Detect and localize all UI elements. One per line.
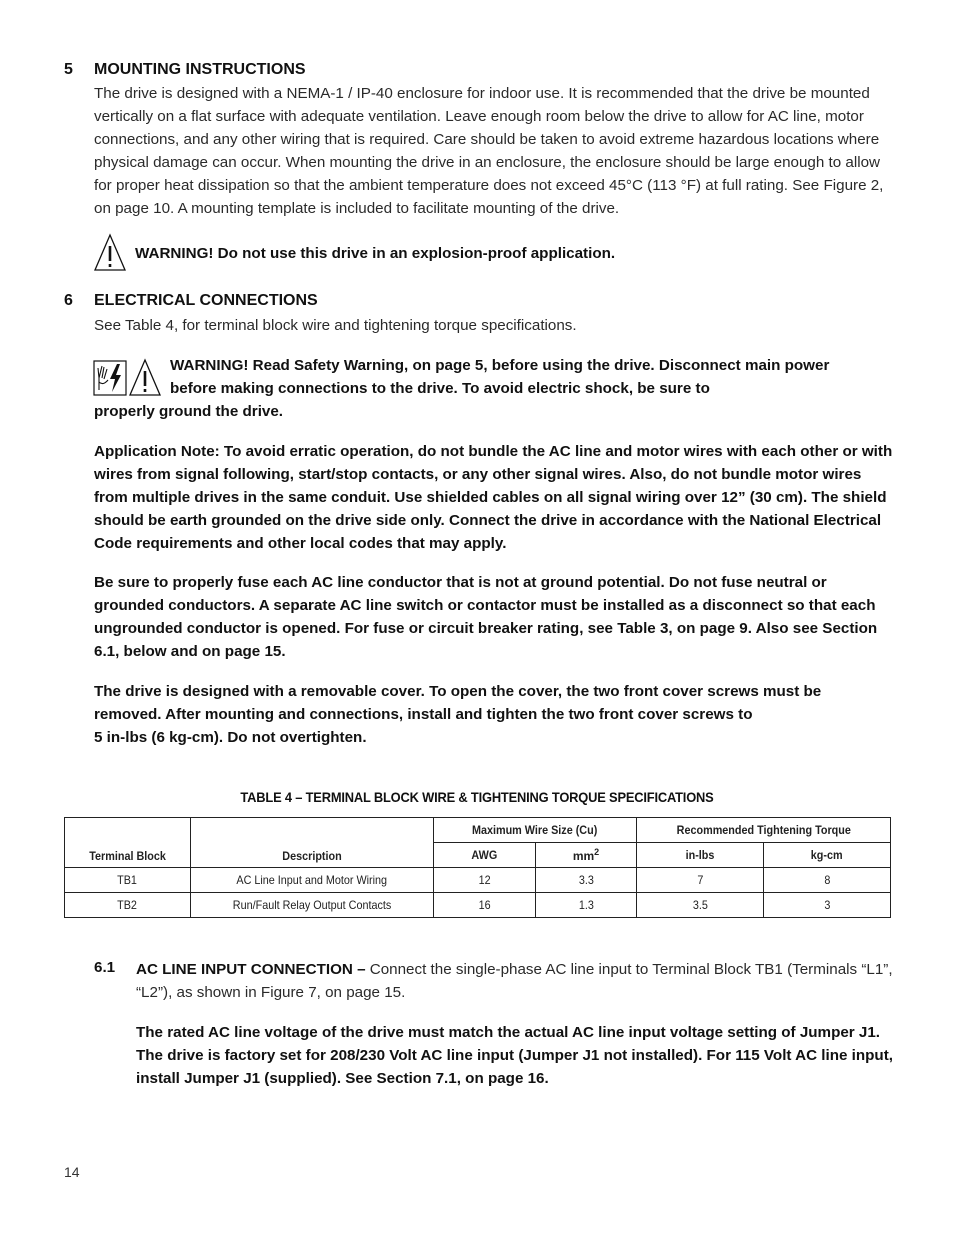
table-row [65, 868, 891, 893]
header-in-lbs: in-lbs [637, 843, 764, 868]
header-mm2: $mm^2$ [536, 843, 637, 868]
header-max-wire-size: Maximum Wire Size (Cu) [434, 818, 637, 843]
section-6-1-title: AC LINE INPUT CONNECTION – [136, 961, 366, 978]
cell-mm2: 3.3 [536, 868, 637, 893]
page-number: 14 [64, 1164, 80, 1180]
section-6-title: ELECTRICAL CONNECTIONS [94, 292, 318, 309]
header-awg: AWG [434, 843, 536, 868]
cell-terminal-block: TB2 [65, 893, 191, 918]
cell-terminal-block: TB1 [65, 868, 191, 893]
section-6-number: 6 [64, 292, 73, 309]
section-5-body: The drive is designed with a NEMA-1 / IP-40 enclosure for indoor use. It is recommended that the drive be mounted vertically on a flat surface with adequate ventilation. Leave enough room below the drive to allow for AC line, motor connections, and any other wiring that is required. Care should be taken to avoid extreme hazardous locations where physical damage can occur. When mounting the drive in an enclosure, the enclosure should be large enough to allow for proper heat dissipation so that the ambient temperature does not exceed 45°C (113 °F) at full rating. See Figure 2, on page 10. A mounting template is included to facilitate mounting of the drive. [94, 85, 884, 217]
electric-shock-icon [93, 360, 127, 396]
section-5-warning: WARNING! Do not use this drive in an explosion-proof application. [135, 245, 616, 262]
cover-note-line2: 5 in-lbs (6 kg-cm). Do not overtighten. [94, 729, 367, 746]
table-row [65, 893, 891, 918]
cover-note: The drive is designed with a removable cover. To open the cover, the two front cover screws must be removed. After mounting and connections, install and tighten the two front cover screws to [94, 683, 822, 723]
section-6-1-number: 6.1 [94, 959, 116, 976]
application-note: Application Note: To avoid erratic operation, do not bundle the AC line and motor wires with each other or with wires from signal following, start/stop contacts, or any other signal wires. Also, do not bundle motor wires from multiple drives in the same conduit. Use shielded cables on all signal wiring over 12” (30 cm). The shield should be earth grounded on the drive side only. Connect the drive in accordance with the National Electrical Code requirements and other local codes that may apply. [94, 443, 893, 552]
cell-awg: 12 [434, 868, 536, 893]
cell-kg-cm: 8 [764, 868, 891, 893]
table-4 [64, 817, 891, 918]
cell-awg: 16 [434, 893, 536, 918]
section-6-intro: See Table 4, for terminal block wire and tightening torque specifications. [94, 317, 577, 334]
header-description: Description [191, 818, 434, 868]
header-tightening-torque: Recommended Tightening Torque [637, 818, 891, 843]
section-5-number: 5 [64, 61, 73, 78]
cell-kg-cm: 3 [764, 893, 891, 918]
section-6-warning-line1: WARNING! Read Safety Warning, on page 5, before using the drive. Disconnect main power [170, 357, 830, 374]
header-kg-cm: kg-cm [764, 843, 891, 868]
warning-triangle-icon [128, 358, 162, 398]
section-6-1-body [136, 958, 896, 1004]
fuse-note: Be sure to properly fuse each AC line conductor that is not at ground potential. Do not fuse neutral or grounded conductors. A separate AC line switch or contactor must be installed as a disconnect so that each ungrounded conductor is opened. For fuse or circuit breaker rating, see Table 3, on page 9. Also see Section 6.1, below and on page 15. [94, 574, 878, 660]
cell-description: AC Line Input and Motor Wiring [191, 868, 434, 893]
cell-in-lbs: 7 [637, 868, 764, 893]
header-terminal-block: Terminal Block [65, 818, 191, 868]
cell-description: Run/Fault Relay Output Contacts [191, 893, 434, 918]
cell-in-lbs: 3.5 [637, 893, 764, 918]
section-6-warning-line2: before making connections to the drive. To avoid electric shock, be sure to [170, 380, 710, 397]
section-6-1-text: Connect the single-phase AC line input to Terminal Block TB1 (Terminals “L1”, “L2”), as shown in Figure 7, on page 15. [136, 961, 893, 1001]
warning-triangle-icon [93, 233, 127, 273]
section-6-1-rated-voltage: The rated AC line voltage of the drive must match the actual AC line input voltage setting of Jumper J1. The drive is factory set for 208/230 Volt AC line input (Jumper J1 not installed). For 115 Volt AC line input, install Jumper J1 (supplied). See Section 7.1, on page 16. [136, 1024, 893, 1087]
table-4-title: TABLE 4 – TERMINAL BLOCK WIRE & TIGHTENING TORQUE SPECIFICATIONS [240, 789, 714, 805]
section-5-title: MOUNTING INSTRUCTIONS [94, 61, 306, 78]
cell-mm2: 1.3 [536, 893, 637, 918]
section-6-warning-line3: properly ground the drive. [94, 403, 284, 420]
